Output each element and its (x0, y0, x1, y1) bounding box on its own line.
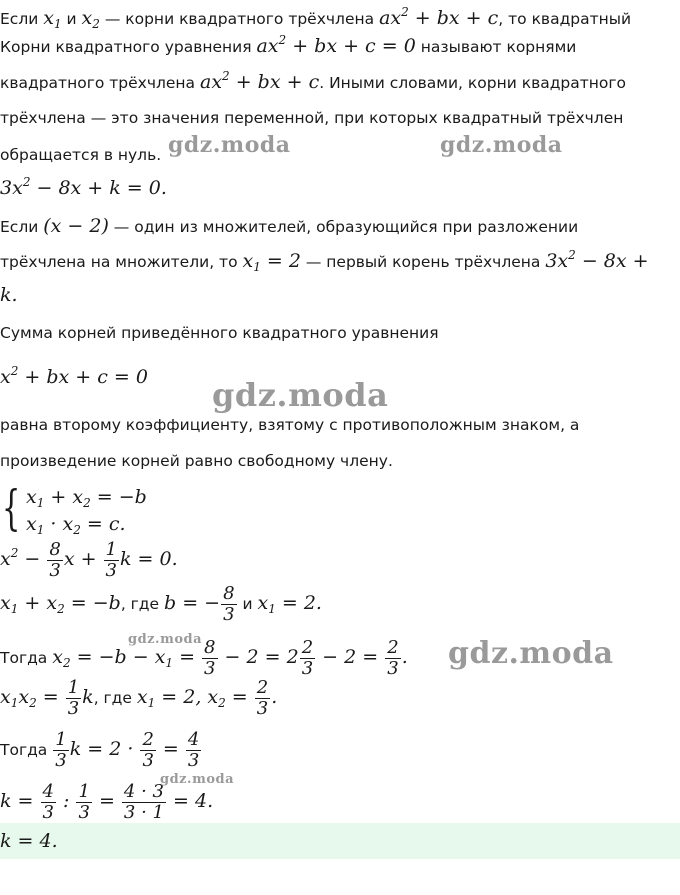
fraction (122, 782, 166, 823)
var: k = (0, 790, 40, 812)
text-line-10: равна второму коэффициенту, взятому с противоположным знаком, а (0, 416, 580, 434)
math (82, 7, 100, 29)
text: и (237, 595, 258, 613)
var: k = 2 · (69, 738, 140, 760)
denominator: 3 (387, 657, 399, 679)
math (256, 35, 415, 57)
sub: 1 (253, 260, 261, 274)
denominator: 3 (301, 657, 314, 679)
var: = (92, 790, 121, 812)
var: + bx + c = 0 (18, 366, 148, 388)
sub: 2 (29, 696, 37, 710)
var: x (0, 366, 11, 388)
text: Тогда (0, 741, 53, 759)
var: . (271, 686, 278, 708)
sub: 1 (268, 602, 276, 616)
sup: 2 (278, 33, 287, 47)
denominator: 3 (256, 697, 269, 719)
numerator: 1 (78, 780, 90, 802)
denominator: 3 (67, 697, 80, 719)
math (379, 7, 498, 29)
var: = 2. (275, 592, 322, 614)
var: x (242, 250, 254, 272)
system-brace: { (2, 480, 21, 536)
numerator: 1 (67, 676, 80, 698)
text-line-3 (0, 69, 627, 93)
text: и (61, 10, 82, 28)
sub: 1 (10, 602, 19, 616)
sub: 2 (73, 523, 81, 537)
equation-5 (0, 636, 408, 679)
numerator: 1 (55, 728, 67, 750)
text: Если (0, 218, 44, 236)
math (164, 582, 238, 625)
sup: 2 (401, 5, 409, 19)
watermark-5: gdz.moda (448, 636, 614, 671)
fraction (186, 730, 201, 771)
numerator: 2 (142, 728, 154, 750)
sup: 2 (222, 69, 230, 83)
equation-6 (0, 676, 277, 719)
text-line-7 (0, 248, 649, 274)
sup: 2 (568, 248, 576, 262)
var: = −b (64, 592, 121, 614)
var: = (173, 646, 202, 668)
var: x (18, 686, 30, 708)
watermark-4: gdz.moda (128, 632, 203, 647)
numerator: 8 (204, 636, 216, 658)
var: : (56, 790, 76, 812)
text: Корни квадратного уравнения (0, 38, 257, 56)
math (136, 676, 278, 719)
math (52, 728, 202, 771)
denominator: 3 (78, 801, 90, 823)
text: — первый корень трёхчлена (300, 253, 546, 271)
fraction (255, 678, 270, 719)
equation-3 (0, 538, 178, 581)
numerator: 1 (105, 538, 117, 560)
text-line-8: k. (0, 284, 18, 306)
var: − 8x + (575, 250, 649, 272)
text: квадратного трёхчлена (0, 74, 200, 92)
fraction (140, 730, 155, 771)
fraction (41, 782, 56, 823)
var: ax (256, 35, 279, 57)
sub: 2 (57, 602, 65, 616)
sup: 2 (10, 546, 19, 560)
equation-2 (0, 364, 148, 388)
numerator: 4 (42, 780, 54, 802)
var: + bx + c = 0 (286, 35, 416, 57)
var: k = 0. (119, 548, 178, 570)
sub: 2 (62, 656, 71, 670)
text-line-11: произведение корней равно свободному члену. (0, 452, 393, 470)
fraction (385, 638, 400, 679)
var: ax (200, 71, 223, 93)
var: − 2 = (316, 646, 385, 668)
sup: 2 (10, 364, 19, 378)
math (0, 592, 121, 614)
var: − 2 = 2 (218, 646, 299, 668)
answer-text: k = 4. (0, 830, 58, 852)
text-line-1 (0, 5, 632, 31)
var: · x (44, 513, 74, 535)
text: . Иными словами, корни квадратного (319, 74, 627, 92)
sub: 2 (83, 496, 91, 510)
var: = −b (90, 486, 147, 508)
fraction (66, 678, 81, 719)
watermark-2: gdz.moda (440, 132, 563, 158)
text-line-2 (0, 33, 577, 57)
fraction (221, 584, 236, 625)
var: x (0, 686, 11, 708)
watermark-1: gdz.moda (168, 132, 291, 158)
math (257, 592, 322, 614)
math: (x − 2) (43, 215, 109, 237)
denominator: 3 (42, 801, 54, 823)
text: — корни квадратного трёхчлена (99, 10, 380, 28)
answer-highlight (0, 823, 680, 859)
var: 3x (0, 177, 23, 199)
text: , где (93, 689, 137, 707)
numerator: 8 (223, 582, 235, 604)
var: x (0, 548, 11, 570)
denominator: 3 (223, 603, 235, 625)
denominator: 3 (49, 559, 61, 581)
numerator: 2 (387, 636, 399, 658)
sub: 1 (10, 696, 19, 710)
watermark-3: gdz.moda (212, 376, 389, 414)
var: − (18, 548, 47, 570)
watermark-6: gdz.moda (160, 772, 235, 787)
text-line-6 (0, 216, 578, 237)
math (545, 250, 648, 272)
var: = c. (80, 513, 126, 535)
math (200, 71, 319, 93)
fraction (47, 540, 62, 581)
system-eq-1 (26, 486, 147, 510)
var: x (0, 592, 11, 614)
text-line-4: трёхчлена — это значения переменной, при которых квадратный трёхчлен (0, 109, 624, 127)
var: = 4. (166, 790, 214, 812)
math (0, 676, 94, 719)
sup: 2 (22, 175, 31, 189)
text: трёхчлена на множители, то (0, 253, 243, 271)
numerator: 2 (301, 636, 314, 658)
text: , где (120, 595, 164, 613)
denominator: 3 · 1 (123, 801, 164, 823)
var: = (225, 686, 254, 708)
text-line-9: Сумма корней приведённого квадратного уравнения (0, 324, 439, 342)
var: x (81, 7, 93, 29)
fraction (76, 782, 91, 823)
var: = (156, 738, 185, 760)
var: = 2 (260, 250, 301, 272)
sub: 1 (36, 523, 45, 537)
equation-7 (0, 728, 202, 771)
var: + x (44, 486, 84, 508)
var: + x (18, 592, 58, 614)
var: x (52, 646, 63, 668)
var: x (136, 686, 148, 708)
denominator: 3 (105, 559, 117, 581)
sub: 2 (92, 17, 100, 31)
text: называют корнями (415, 38, 577, 56)
var: x + (63, 548, 103, 570)
sub: 1 (53, 17, 62, 31)
var: − 8x + k = 0. (30, 177, 167, 199)
equation-1 (0, 175, 167, 199)
text: Тогда (0, 649, 53, 667)
text: , то квадратный (498, 10, 632, 28)
var: + bx + c (229, 71, 320, 93)
var: k (82, 686, 94, 708)
numerator: 4 (187, 728, 200, 750)
fraction (104, 540, 119, 581)
var: x (43, 7, 54, 29)
var: x (26, 513, 37, 535)
sub: 1 (165, 656, 174, 670)
equation-4 (0, 582, 322, 625)
var: + bx + c (408, 7, 499, 29)
fraction (300, 638, 315, 679)
var: 3x (545, 250, 569, 272)
var: ax (379, 7, 402, 29)
numerator: 8 (49, 538, 61, 560)
sub: 1 (36, 496, 45, 510)
var: . (401, 646, 408, 668)
system-eq-2 (26, 513, 126, 537)
numerator: 2 (256, 676, 269, 698)
text-line-5: обращается в нуль. (0, 146, 162, 164)
denominator: 3 (187, 749, 200, 771)
denominator: 3 (204, 657, 216, 679)
sub: 2 (218, 696, 226, 710)
text: — один из множителей, образующийся при разложении (108, 218, 579, 236)
denominator: 3 (55, 749, 67, 771)
var: = 2, x (155, 686, 219, 708)
fraction (202, 638, 217, 679)
math (242, 250, 300, 272)
numerator: 4 · 3 (123, 780, 164, 802)
text: Если (0, 10, 44, 28)
var: b = − (164, 592, 221, 614)
var: x (257, 592, 269, 614)
math (43, 7, 61, 29)
fraction (53, 730, 68, 771)
var: x (26, 486, 37, 508)
var: = (36, 686, 65, 708)
var: = −b − x (70, 646, 166, 668)
denominator: 3 (142, 749, 154, 771)
sub: 1 (147, 696, 156, 710)
